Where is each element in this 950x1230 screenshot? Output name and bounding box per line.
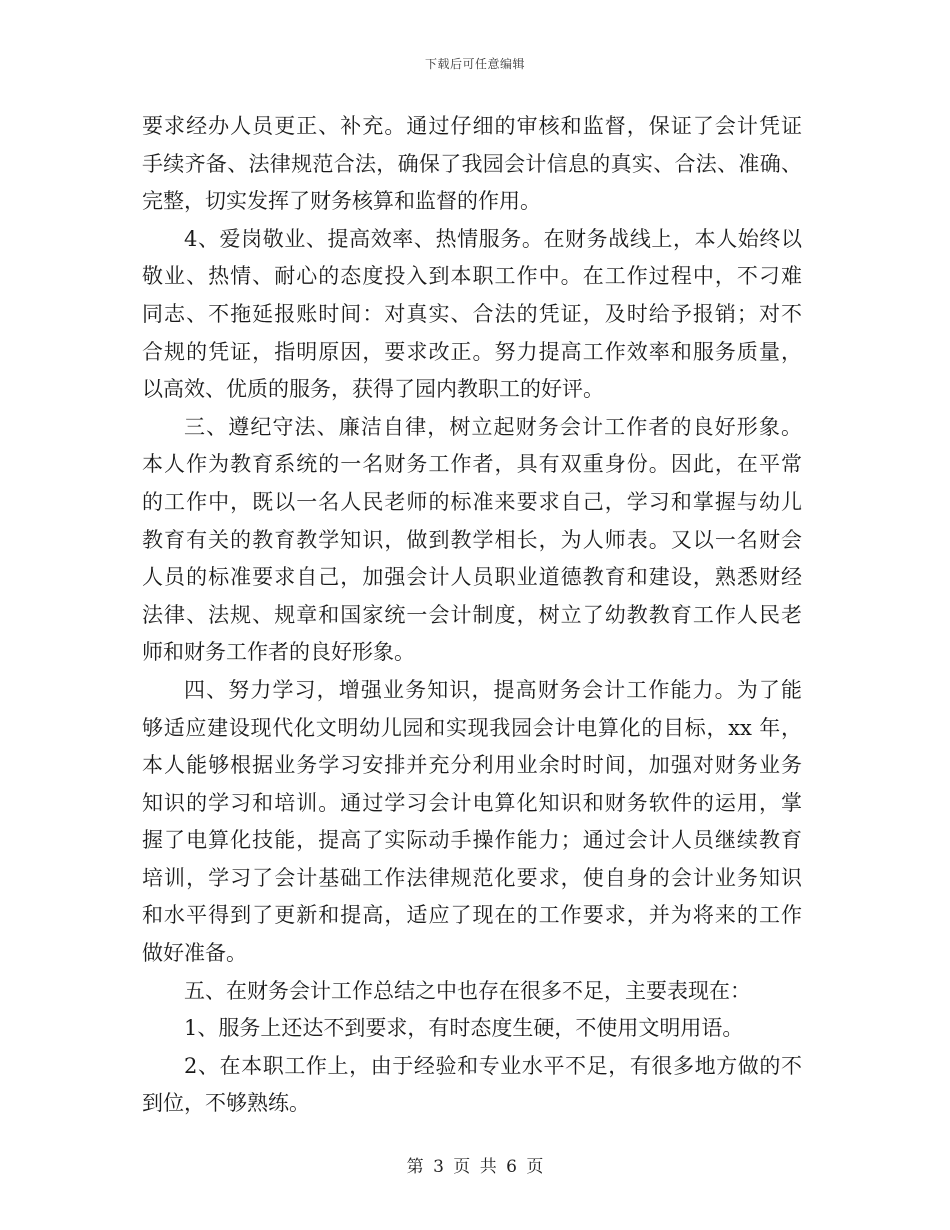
paragraph-line: 2、在本职工作上，由于经验和专业水平不足，有很多地方做的不 <box>184 1053 802 1078</box>
paragraph-line: 五、在财务会计工作总结之中也存在很多不足，主要表现在： <box>184 978 751 1003</box>
paragraph-line: 握了电算化技能，提高了实际动手操作能力；通过会计人员继续教育 <box>142 828 802 853</box>
paragraph-line: 4、爱岗敬业、提高效率、热情服务。在财务战线上，本人始终以 <box>184 226 802 251</box>
paragraph <box>142 409 802 672</box>
paragraph <box>142 108 802 221</box>
paragraph-line: 法律、法规、规章和国家统一会计制度，树立了幼教教育工作人民老 <box>142 602 802 627</box>
paragraph-line: 以高效、优质的服务，获得了园内教职工的好评。 <box>142 377 604 402</box>
paragraph <box>142 221 802 409</box>
paragraph-line: 和水平得到了更新和提高，适应了现在的工作要求，并为将来的工作 <box>142 903 802 928</box>
document-body <box>142 108 802 1123</box>
paragraph <box>142 973 802 1011</box>
paragraph-line: 教育有关的教育教学知识，做到教学相长，为人师表。又以一名财会 <box>142 527 802 552</box>
paragraph-line: 完整，切实发挥了财务核算和监督的作用。 <box>142 189 541 214</box>
paragraph-line: 的工作中，既以一名人民老师的标准来要求自己，学习和掌握与幼儿 <box>142 489 802 514</box>
paragraph-line: 四、努力学习，增强业务知识，提高财务会计工作能力。为了能 <box>184 677 802 702</box>
paragraph-line: 知识的学习和培训。通过学习会计电算化知识和财务软件的运用，掌 <box>142 790 802 815</box>
paragraph-line: 同志、不拖延报账时间：对真实、合法的凭证，及时给予报销；对不 <box>142 301 802 326</box>
paragraph-line: 手续齐备、法律规范合法，确保了我园会计信息的真实、合法、准确、 <box>142 151 802 176</box>
paragraph-line: 本人作为教育系统的一名财务工作者，具有双重身份。因此，在平常 <box>142 452 802 477</box>
paragraph-line: 到位，不够熟练。 <box>142 1091 310 1116</box>
paragraph <box>142 1010 802 1048</box>
paragraph <box>142 672 802 973</box>
paragraph-line: 培训，学习了会计基础工作法律规范化要求，使自身的会计业务知识 <box>142 865 802 890</box>
paragraph-line: 做好准备。 <box>142 941 247 966</box>
paragraph-line: 够适应建设现代化文明幼儿园和实现我园会计电算化的目标，xx 年， <box>142 715 802 740</box>
paragraph-line: 敬业、热情、耐心的态度投入到本职工作中。在工作过程中，不刁难 <box>142 264 802 289</box>
page-number: 第 3 页 共 6 页 <box>406 1157 544 1177</box>
paragraph-line: 要求经办人员更正、补充。通过仔细的审核和监督，保证了会计凭证 <box>142 114 802 138</box>
paragraph-line: 三、遵纪守法、廉洁自律，树立起财务会计工作者的良好形象。 <box>184 414 802 439</box>
paragraph-line: 人员的标准要求自己，加强会计人员职业道德教育和建设，熟悉财经 <box>142 565 802 590</box>
page-header: 下载后可任意编辑 <box>424 57 525 71</box>
paragraph-line: 1、服务上还达不到要求，有时态度生硬，不使用文明用语。 <box>184 1016 744 1041</box>
paragraph <box>142 1048 802 1123</box>
paragraph-line: 合规的凭证，指明原因，要求改正。努力提高工作效率和服务质量， <box>142 339 802 364</box>
paragraph-line: 本人能够根据业务学习安排并充分利用业余时时间，加强对财务业务 <box>142 753 802 778</box>
paragraph-line: 师和财务工作者的良好形象。 <box>142 640 415 665</box>
